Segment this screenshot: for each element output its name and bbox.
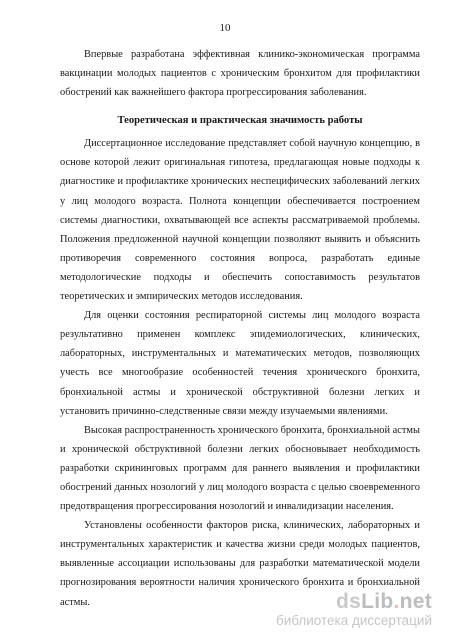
page-number: 10 [219,22,231,34]
paragraph-concept: Диссертационное исследование представляет собой научную концепцию, в основе которой лежит оригинальная гипотеза, предлагающая новые подходы к диагностике и профилактике хронических неспецифических заболеваний легких у лиц молодого возраста. Полнота концепции обеспечивается построением системы диагностики, охватывающей все аспекты рассматриваемой проблемы. Положения предложенной научной концепции позволяют выявить и объяснить противоречия современного состояния вопроса, разработать единые методологические подходы и обеспечить сопоставимость результатов теоретических и эмпирических методов исследования. [60,138,420,303]
watermark-subtitle: библиотека диссертаций [275,613,432,628]
paragraph-prevalence: Высокая распространенность хронического бронхита, бронхиальной астмы и хронической обструктивной болезни легких обосновывает необходимость разработки скрининговых программ для раннего выявления и профилактики обострений данных нозологий у лиц молодого возраста с целью своевременного предотвращения прогрессирования нозологий и инвалидизации населения. [60,424,420,513]
dslib-watermark [276,591,432,628]
document-body [60,45,420,612]
paragraph-methods: Для оценки состояния респираторной системы лиц молодого возраста результативно применен комплекс эпидемиологических, клинических, лабораторных, инструментальных и математических методов, позволяющих учесть все многообразие особенностей течения хронического бронхита, бронхиальной астмы и хронической обструктивной болезни легких и установить причинно-следственные связи между изучаемыми явлениями. [60,310,420,417]
watermark-logo: dsLib.net [335,590,432,613]
section-heading: Теоретическая и практическая значимость работы [117,115,363,127]
paragraph-risk-factors: Установлены особенности факторов риска, клинических, лабораторных и инструментальных характеристик и качества жизни среди молодых пациентов, выявленные ассоциации использованы для разработки математической модели прогнозирования вероятности наличия хронического бронхита и бронхиальной астмы. [60,520,420,608]
paragraph-vaccination: Впервые разработана эффективная клинико-экономическая программа вакцинации молодых пациентов с хроническим бронхитом для профилактики обострений как важнейшего фактора прогрессирования заболевания. [60,49,420,99]
